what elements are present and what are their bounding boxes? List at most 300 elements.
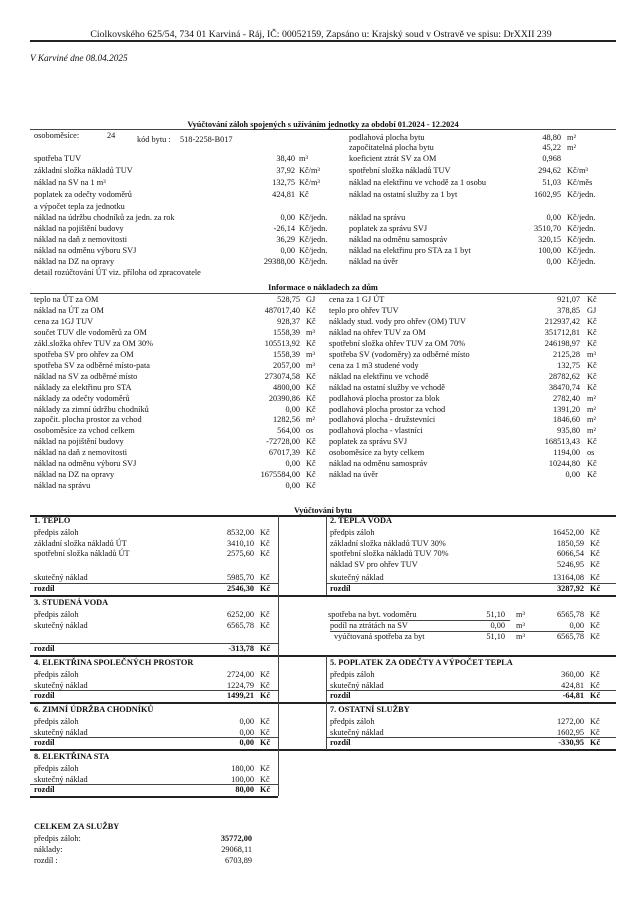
house-unit: m³ [587,350,596,359]
block-value: 8532,00 [227,528,254,537]
house-label: náklad na ostatní služby ve vchodě [329,383,445,392]
diff-label: rozdíl [34,785,55,794]
diff-value: 80,00 [235,785,254,794]
house-label: náklad na SV za odběrné místo [34,372,138,381]
house-label: náklad na pojištění budovy [34,437,124,446]
house-unit: Kč [587,459,597,468]
info-value: 38,40 [276,154,295,163]
info-label: náklad na ostatní služby za 1 byt [349,190,458,199]
block-value: 0,00 [239,727,254,737]
house-value: 105513,92 [264,339,300,348]
block-label: předpis záloh [330,717,375,726]
house-unit: Kč [587,383,597,392]
info-value: 424,81 [272,190,295,199]
diff-unit: Kč [260,584,271,593]
house-section-title: Informace o nákladech za dům [268,283,378,292]
house-label: náklad na odměnu výboru SVJ [34,459,137,468]
document-date: V Karviné dne 08.04.2025 [30,54,128,64]
block-unit: Kč [260,538,270,548]
info-label: náklad na odměnu výboru SVJ [34,246,137,255]
block-value: 6565,78 [227,620,254,630]
info-value: 37,92 [276,166,295,175]
block-label: předpis záloh [34,717,79,726]
block-unit: Kč [590,680,600,690]
total-label: rozdíl : [34,856,58,865]
house-label: podlahová plocha prostor za blok [329,394,440,403]
info-label: poplatek za odečty vodoměrů [34,190,132,199]
house-label: poplatek za správu SVJ [329,437,408,446]
house-value: 0,00 [285,481,300,490]
actual-label: skutečný náklad [34,573,88,582]
osob-label: osoboměsíce: [34,131,80,140]
house-label: náklad na daň z nemovitosti [34,448,128,457]
actual-unit: Kč [590,573,600,582]
diff-unit: Kč [590,738,601,747]
info-label: náklad na odměnu samospráv [349,235,448,244]
house-label: podlahová plocha - vlastníci [329,426,423,435]
column-divider [326,656,327,750]
block-label: předpis záloh [34,610,79,619]
info-value: 36,29 [276,235,295,244]
house-unit: m³ [306,350,315,359]
house-label: osoboměsíce za vchod celkem [34,426,135,435]
meter-rule [330,631,584,632]
info-label: poplatek za správu SVJ [349,224,428,233]
block-value: 5246,95 [557,559,584,569]
house-value: 0,00 [285,459,300,468]
meter-currency: Kč [590,621,600,630]
house-label: náklad na DZ na opravy [34,470,115,479]
house-label: spotřeba SV (vodoměry) za odběrné místo [329,350,470,359]
house-label: cena za 1GJ TUV [34,317,94,326]
block-unit: Kč [260,610,270,619]
house-label: náklady stud. vody pro ohřev (OM) TUV [329,317,466,326]
meter-label: podíl na ztrátách na SV [330,621,408,630]
house-value: 10244,80 [548,459,580,468]
house-value: 351712,81 [544,328,580,337]
house-unit: m³ [306,328,315,337]
house-value: 246198,97 [544,339,580,348]
house-unit: Kč [306,383,316,392]
block-value: 6252,00 [227,610,254,619]
meter-amount: 6565,78 [557,632,584,641]
house-label: započit. plocha prostor za vchod [34,415,142,424]
house-unit: Kč [306,372,316,381]
house-value: 1194,00 [553,448,580,457]
info-label: náklad na elektřinu pro STA za 1 byt [349,246,471,255]
document-title: Vyúčtování záloh spojených s užíváním jednotky za období 01.2024 - 12.2024 [187,120,459,129]
block-unit: Kč [260,528,270,537]
block-value: 0,00 [239,717,254,726]
meter-unit: m³ [516,610,525,619]
house-unit: Kč [306,437,316,446]
house-value: 20390,86 [268,394,300,403]
actual-unit: Kč [260,573,270,582]
column-divider [326,515,327,595]
actual-value: 13164,08 [552,573,584,582]
info-value: 45,22 [542,143,561,152]
house-label: podlahová plocha prostor za vchod [329,405,446,414]
block-title: 6. ZIMNÍ ÚDRŽBA CHODNÍKŮ [34,705,154,714]
meter-unit: m³ [516,621,525,630]
house-value: 528,75 [277,295,300,304]
info-value: 48,80 [542,133,561,142]
house-value: 4800,00 [273,383,300,392]
house-unit: GJ [306,295,316,304]
diff-label: rozdíl [330,584,351,593]
diff-label: rozdíl [34,584,55,593]
house-unit: os [306,426,314,435]
block-label: spotřební složka nákladů ÚT [34,549,130,558]
meter-currency: Kč [590,632,600,641]
meter-amount: 0,00 [569,621,584,630]
block-unit: Kč [590,727,600,737]
block-value: 1224,79 [227,680,254,690]
house-value: 212937,42 [544,317,580,326]
diff-unit: Kč [590,584,601,593]
block-label: základní složka nákladů ÚT [34,538,127,548]
info-label: náklad na úvěr [349,257,398,266]
info-unit: Kč/jedn. [567,246,596,255]
info-label: náklad na daň z nemovitosti [34,235,128,244]
block-rule [30,702,616,704]
title-rule [30,129,616,130]
block-title: 3. STUDENÁ VODA [34,598,109,607]
block-unit: Kč [590,528,600,537]
house-unit: Kč [587,372,597,381]
diff-value: 1499,21 [227,691,254,700]
diff-value: -64,81 [562,691,584,700]
block-value: 2575,60 [227,549,254,558]
info-value: 0,968 [542,154,561,163]
info-unit: Kč/jedn. [299,257,328,266]
house-unit: Kč [587,437,597,446]
block-unit: Kč [590,670,600,679]
block-label: předpis záloh [330,670,375,679]
meter-amount: 6565,78 [557,610,584,619]
block-title: 4. ELEKTŘINA SPOLEČNÝCH PROSTOR [34,658,194,667]
meter-value: 51,10 [486,632,505,641]
house-value: 1846,60 [553,415,580,424]
info-unit: m² [567,133,576,142]
block-unit: Kč [260,549,270,558]
house-unit: Kč [587,295,597,304]
block-label: skutečný náklad [34,727,88,737]
total-value: 29068,11 [221,845,252,854]
house-value: 921,07 [557,295,580,304]
block-value: 3410,10 [227,538,254,548]
kod-label: kód bytu : [137,135,171,144]
info-value: 0,00 [280,213,295,222]
house-unit: Kč [587,361,597,370]
block-unit: Kč [260,680,270,690]
diff-label: rozdíl [34,644,55,653]
diff-unit: Kč [260,738,271,747]
house-label: spotřební složka ohřev TUV za OM 70% [329,339,466,348]
house-label: cena za 1 m3 studené vody [329,361,419,370]
house-label: náklad na ohřev TUV za OM [329,328,426,337]
info-label: koeficient ztrát SV za OM [349,154,437,163]
house-unit: Kč [306,306,316,315]
block-label: skutečný náklad [34,620,88,630]
info-label: započitatelná plocha bytu [349,143,434,152]
info-label: spotřeba TUV [34,154,82,163]
house-label: náklad na ÚT za OM [34,306,104,315]
info-value: 0,00 [546,213,561,222]
info-unit: Kč/m³ [299,166,320,175]
info-label: náklad na SV na 1 m³ [34,178,106,187]
diff-label: rozdíl [330,738,351,747]
house-value: 2782,40 [553,394,580,403]
house-label: náklady za odečty vodoměrů [34,394,130,403]
block-value: 6066,54 [557,549,584,558]
info-value: 100,00 [538,246,561,255]
house-unit: Kč [587,470,597,479]
block-label: předpis záloh [34,528,79,537]
block-label: předpis záloh [330,528,375,537]
house-unit: m² [587,415,596,424]
block-value: 16452,00 [552,528,584,537]
block-unit: Kč [590,538,600,548]
house-unit: os [587,448,595,457]
house-value: 487017,40 [264,306,300,315]
house-unit: m² [587,405,596,414]
diff-unit: Kč [590,691,601,700]
block-unit: Kč [590,549,600,558]
info-value: 3510,70 [534,224,561,233]
house-unit: Kč [587,317,597,326]
meter-currency: Kč [590,610,600,619]
info-unit: Kč [299,190,309,199]
house-unit: m² [587,394,596,403]
info-label: detail rozúčtování ÚT viz. příloha od zpracovatele [34,268,201,277]
diff-value: 2546,30 [227,584,254,593]
house-unit: Kč [306,470,316,479]
house-value: 2057,00 [273,361,300,370]
info-label: a výpočet tepla za jednotku [34,202,125,211]
house-value: 0,00 [285,405,300,414]
house-value: 67017,39 [268,448,300,457]
info-value: 132,75 [272,178,295,187]
diff-value: 3287,92 [557,584,584,593]
info-unit: Kč/jedn. [567,190,596,199]
house-unit: m² [587,426,596,435]
block-value: 360,00 [561,670,584,679]
house-label: náklad na správu [34,481,91,490]
diff-unit: Kč [260,691,271,700]
house-value: 0,00 [565,470,580,479]
block-title: 2. TEPLÁ VODA [330,516,392,525]
info-label: náklad na DZ na opravy [34,257,115,266]
house-label: spotřeba SV za odběrné místo-pata [34,361,150,370]
house-unit: m³ [306,361,315,370]
block-value: 1602,95 [557,727,584,737]
house-unit: Kč [306,405,316,414]
house-value: 273074,58 [264,372,300,381]
house-unit: Kč [306,317,316,326]
block-value: 424,81 [561,680,584,690]
block-rule [30,749,616,751]
diff-label: rozdíl [34,691,55,700]
info-unit: Kč/jedn. [567,257,596,266]
diff-label: rozdíl [330,691,351,700]
block-label: skutečný náklad [34,680,88,690]
info-label: náklad na údržbu chodníků za jedn. za rok [34,213,175,222]
house-value: 928,37 [277,317,300,326]
block-label: základní složka nákladů TUV 30% [330,538,446,548]
house-value: 935,80 [557,426,580,435]
block-label: náklad SV pro ohřev TUV [330,559,418,569]
header-rule [30,40,616,42]
house-value: 1558,39 [273,350,300,359]
meter-label: spotřeba na byt. vodoměru [328,610,417,619]
actual-label: skutečný náklad [330,573,384,582]
house-label: teplo pro ohřev TUV [329,306,399,315]
diff-value: -313,78 [228,644,254,653]
block-value: 1272,00 [557,717,584,726]
block-rule [30,595,616,597]
total-label: předpis záloh: [34,834,81,843]
diff-value: 0,00 [239,738,254,747]
house-value: 1675584,00 [260,470,300,479]
house-label: spotřeba SV pro ohřev za OM [34,350,134,359]
info-label: spotřební složka nákladů TUV [349,166,451,175]
block-unit: Kč [260,764,270,773]
house-unit: Kč [306,481,316,490]
info-unit: Kč/jedn. [567,213,596,222]
info-unit: Kč/jedn. [299,224,328,233]
info-value: 320,15 [538,235,561,244]
total-title: CELKEM ZA SLUŽBY [34,822,120,831]
block-rule [30,796,278,798]
meter-value: 0,00 [490,621,505,630]
block-title: 5. POPLATEK ZA ODEČTY A VÝPOČET TEPLA [330,658,513,667]
company-header: Ciolkovského 625/54, 734 01 Karviná - Ráj, IČ: 00052159, Zapsáno u: Krajský soud v Ostravě ve spisu: DrXXII 239 [90,29,552,40]
house-label: náklad na odměnu samospráv [329,459,428,468]
house-value: 2125,28 [553,350,580,359]
info-value: 51,03 [542,178,561,187]
info-label: náklad na pojištění budovy [34,224,124,233]
meter-label: vyúčtovaná spotřeba za byt [334,632,425,641]
house-value: 38470,74 [548,383,580,392]
house-label: cena za 1 GJ ÚT [329,295,385,304]
house-value: 1558,39 [273,328,300,337]
info-value: 29388,00 [263,257,295,266]
house-label: osoboměsíce za byty celkem [329,448,425,457]
info-unit: Kč/jedn. [299,246,328,255]
kod-value: 518-2258-B017 [180,135,233,144]
info-value: 1602,95 [534,190,561,199]
house-unit: Kč [306,448,316,457]
house-unit: Kč [306,459,316,468]
house-value: 564,00 [277,426,300,435]
block-label: předpis záloh [34,764,79,773]
block-unit: Kč [260,620,270,630]
block-value: 1850,59 [557,538,584,548]
info-unit: Kč/m³ [299,178,320,187]
diff-label: rozdíl [34,738,55,747]
block-label: skutečný náklad [34,774,88,784]
block-title: 7. OSTATNÍ SLUŽBY [330,705,410,714]
info-value: 0,00 [546,257,561,266]
diff-unit: Kč [260,644,271,653]
block-unit: Kč [260,727,270,737]
house-label: podlahová plocha - družstevníci [329,415,436,424]
block-title: 8. ELEKTŘINA STA [34,752,110,761]
house-label: náklady za zimní údržbu chodníků [34,405,149,414]
block-unit: Kč [590,717,600,726]
info-label: náklad na elektřinu ve vchodě za 1 osobu [349,178,487,187]
diff-unit: Kč [260,785,271,794]
house-value: 168513,43 [544,437,580,446]
info-value: 294,62 [538,166,561,175]
meter-value: 51,10 [486,610,505,619]
info-unit: Kč/jedn. [299,235,328,244]
house-unit: GJ [587,306,597,315]
block-unit: Kč [260,717,270,726]
info-unit: m³ [299,154,308,163]
info-label: základní složka nákladů TUV [34,166,133,175]
house-value: 378,85 [557,306,580,315]
column-divider [278,515,279,796]
block-label: spotřební složka nákladů TUV 70% [330,549,449,558]
meter-unit: m³ [516,632,525,641]
block-value: 180,00 [231,764,254,773]
actual-value: 5985,70 [227,573,254,582]
house-value: 132,75 [557,361,580,370]
block-title: 1. TEPLO [34,516,71,525]
block-label: skutečný náklad [330,727,384,737]
house-unit: Kč [306,394,316,403]
house-unit: Kč [306,339,316,348]
total-label: náklady: [34,845,63,854]
block-unit: Kč [590,559,600,569]
block-value: 100,00 [231,774,254,784]
billing-title: Vyúčtování bytu [293,506,353,515]
meter-rule [330,620,510,621]
billing-rule [30,515,616,517]
info-unit: Kč/jedn. [299,213,328,222]
total-value: 35772,00 [220,834,252,843]
info-label: podlahová plocha bytu [349,133,425,142]
house-label: náklady za elektřinu pro STA [34,383,132,392]
house-unit: Kč [587,328,597,337]
house-value: 28782,62 [548,372,580,381]
info-label: náklad na správu [349,213,406,222]
block-label: předpis záloh [34,670,79,679]
info-unit: m² [567,143,576,152]
house-label: náklad na elektřinu ve vchodě [329,372,429,381]
block-value: 2724,00 [227,670,254,679]
house-unit: Kč [587,339,597,348]
info-unit: Kč/m³ [567,166,588,175]
info-unit: Kč/jedn. [567,224,596,233]
osob-value: 24 [107,131,116,140]
house-value: -72728,00 [266,437,300,446]
total-value: 6703,89 [225,856,252,865]
info-value: 0,00 [280,246,295,255]
house-label: teplo na ÚT za OM [34,295,99,304]
house-value: 1282,56 [273,415,300,424]
info-unit: Kč/měs [567,178,593,187]
block-rule [30,655,616,657]
house-label: zákl.složka ohřev TUV za OM 30% [34,339,154,348]
house-unit: m² [306,415,315,424]
house-value: 1391,20 [553,405,580,414]
house-rule [30,293,616,294]
info-value: -26,14 [273,224,295,233]
house-label: náklad na úvěr [329,470,378,479]
